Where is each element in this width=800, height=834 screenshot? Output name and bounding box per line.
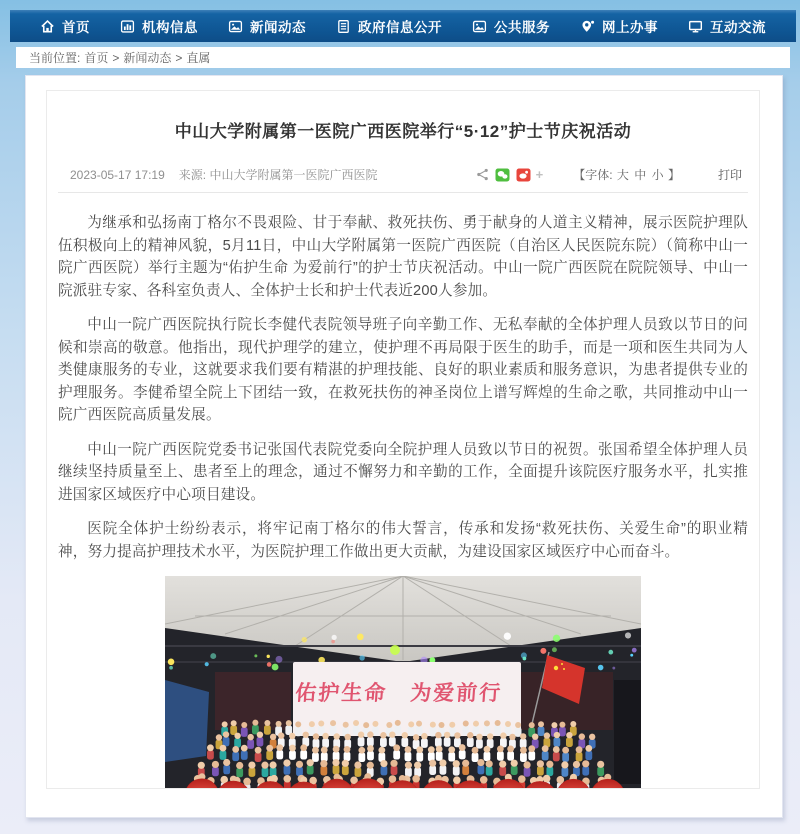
article-paragraph: 中山一院广西医院党委书记张国代表院党委向全院护理人员致以节日的祝贺。张国希望全体护理人员继续坚持质量至上、患者至上的理念，通过不懈努力和辛勤的工作，全面提升该院医疗服务水平，扎实推进国家区域医疗中心项目建设。 bbox=[58, 441, 748, 503]
font-size-selector: 【字体: 大 中 小 】 bbox=[573, 168, 680, 182]
nav-label: 网上办事 bbox=[602, 20, 658, 35]
article-photo bbox=[58, 576, 748, 789]
bar-chart-icon bbox=[120, 19, 135, 34]
nav-label: 政府信息公开 bbox=[358, 20, 442, 35]
monitor-icon bbox=[688, 19, 703, 34]
source-name: 中山大学附属第一医院广西医院 bbox=[209, 168, 378, 182]
article-paragraph: 医院全体护士纷纷表示，将牢记南丁格尔的伟大誓言，传承和发扬“救死扶伤、关爱生命”的职业精神，努力提高护理技术水平，为医院护理工作做出更大贡献，为建设国家区域医疗中心而奋斗。 bbox=[58, 521, 748, 560]
article-tools bbox=[470, 166, 746, 183]
font-size-medium[interactable]: 中 bbox=[634, 168, 647, 182]
news-picture-icon bbox=[228, 19, 243, 34]
source-label: 来源: 中山大学附属第一医院广西医院 bbox=[178, 168, 378, 182]
nav-item-public-service[interactable] bbox=[472, 16, 550, 36]
article-paragraph: 为继承和弘扬南丁格尔不畏艰险、甘于奉献、救死扶伤、勇于献身的人道主义精神，展示医院护理队伍积极向上的精神风貌，5月11日，中山大学附属第一医院广西医院（自治区人民医院东院）（简称中山一院广西医院）举行主题为“佑护生命 为爱前行”的护士节庆祝活动。中山一院广西医院在院院领导、中山一院派驻专家、各科室负责人、全体护士长和护士代表近200人参加。 bbox=[58, 215, 748, 299]
nav-item-news[interactable] bbox=[228, 16, 306, 36]
breadcrumb-location-label: 当前位置: bbox=[29, 51, 81, 65]
article-container bbox=[46, 90, 760, 789]
nav-item-interaction[interactable] bbox=[688, 16, 766, 36]
nav-item-org-info[interactable] bbox=[120, 16, 198, 36]
breadcrumb-item-home[interactable]: 首页 bbox=[84, 51, 109, 65]
article-paragraph: 中山一院广西医院执行院长李健代表院领导班子向辛勤工作、无私奉献的全体护理人员致以节日的问候和崇高的敬意。他指出，现代护理学的建立，使护理不再局限于医生的助手，而是一项和医生共同为人类健康服务的专业，这就要求我们要有精湛的护理技能、良好的职业素质和服务意识，为患者提供专业的护理服务。李健希望全院上下团结一致，在救死扶伤的神圣岗位上谱写辉煌的生命之歌，共同推动中山一院广西医院高质量发展。 bbox=[58, 317, 748, 423]
page-title: 中山大学附属第一医院广西医院举行“5·12”护士节庆祝活动 bbox=[174, 122, 632, 141]
nav-label: 互动交流 bbox=[710, 20, 766, 35]
publish-date: 2023-05-17 17:19 bbox=[70, 167, 165, 182]
top-navigation bbox=[10, 10, 796, 42]
document-icon bbox=[336, 19, 351, 34]
nav-item-gov-info[interactable] bbox=[336, 16, 442, 36]
nav-label: 首页 bbox=[62, 20, 90, 35]
wechat-share-icon[interactable] bbox=[495, 168, 510, 182]
nav-label: 公共服务 bbox=[494, 20, 550, 35]
content-panel bbox=[25, 75, 783, 818]
print-button[interactable]: 打印 bbox=[717, 168, 742, 182]
breadcrumb bbox=[16, 47, 790, 68]
home-icon bbox=[40, 19, 55, 34]
weibo-share-icon[interactable] bbox=[516, 168, 531, 182]
nav-item-online-services[interactable] bbox=[580, 16, 658, 36]
font-size-small[interactable]: 小 bbox=[651, 168, 664, 182]
breadcrumb-separator: > bbox=[112, 50, 120, 65]
breadcrumb-item-direct[interactable]: 直属 bbox=[186, 51, 211, 65]
article-meta-row bbox=[58, 166, 748, 183]
nav-item-home[interactable] bbox=[40, 16, 90, 36]
location-pin-icon bbox=[580, 19, 595, 34]
more-share-icon[interactable]: + bbox=[535, 167, 544, 182]
service-picture-icon bbox=[472, 19, 487, 34]
share-icon[interactable] bbox=[476, 168, 489, 181]
breadcrumb-separator: > bbox=[175, 50, 183, 65]
photo-banner-text: 佑护生命 为爱前行 bbox=[294, 682, 504, 705]
breadcrumb-item-news[interactable]: 新闻动态 bbox=[123, 51, 172, 65]
group-photo-image bbox=[165, 576, 641, 789]
nav-label: 新闻动态 bbox=[250, 20, 306, 35]
meta-divider bbox=[58, 192, 748, 193]
nav-label: 机构信息 bbox=[142, 20, 198, 35]
font-size-large[interactable]: 大 bbox=[616, 168, 629, 182]
